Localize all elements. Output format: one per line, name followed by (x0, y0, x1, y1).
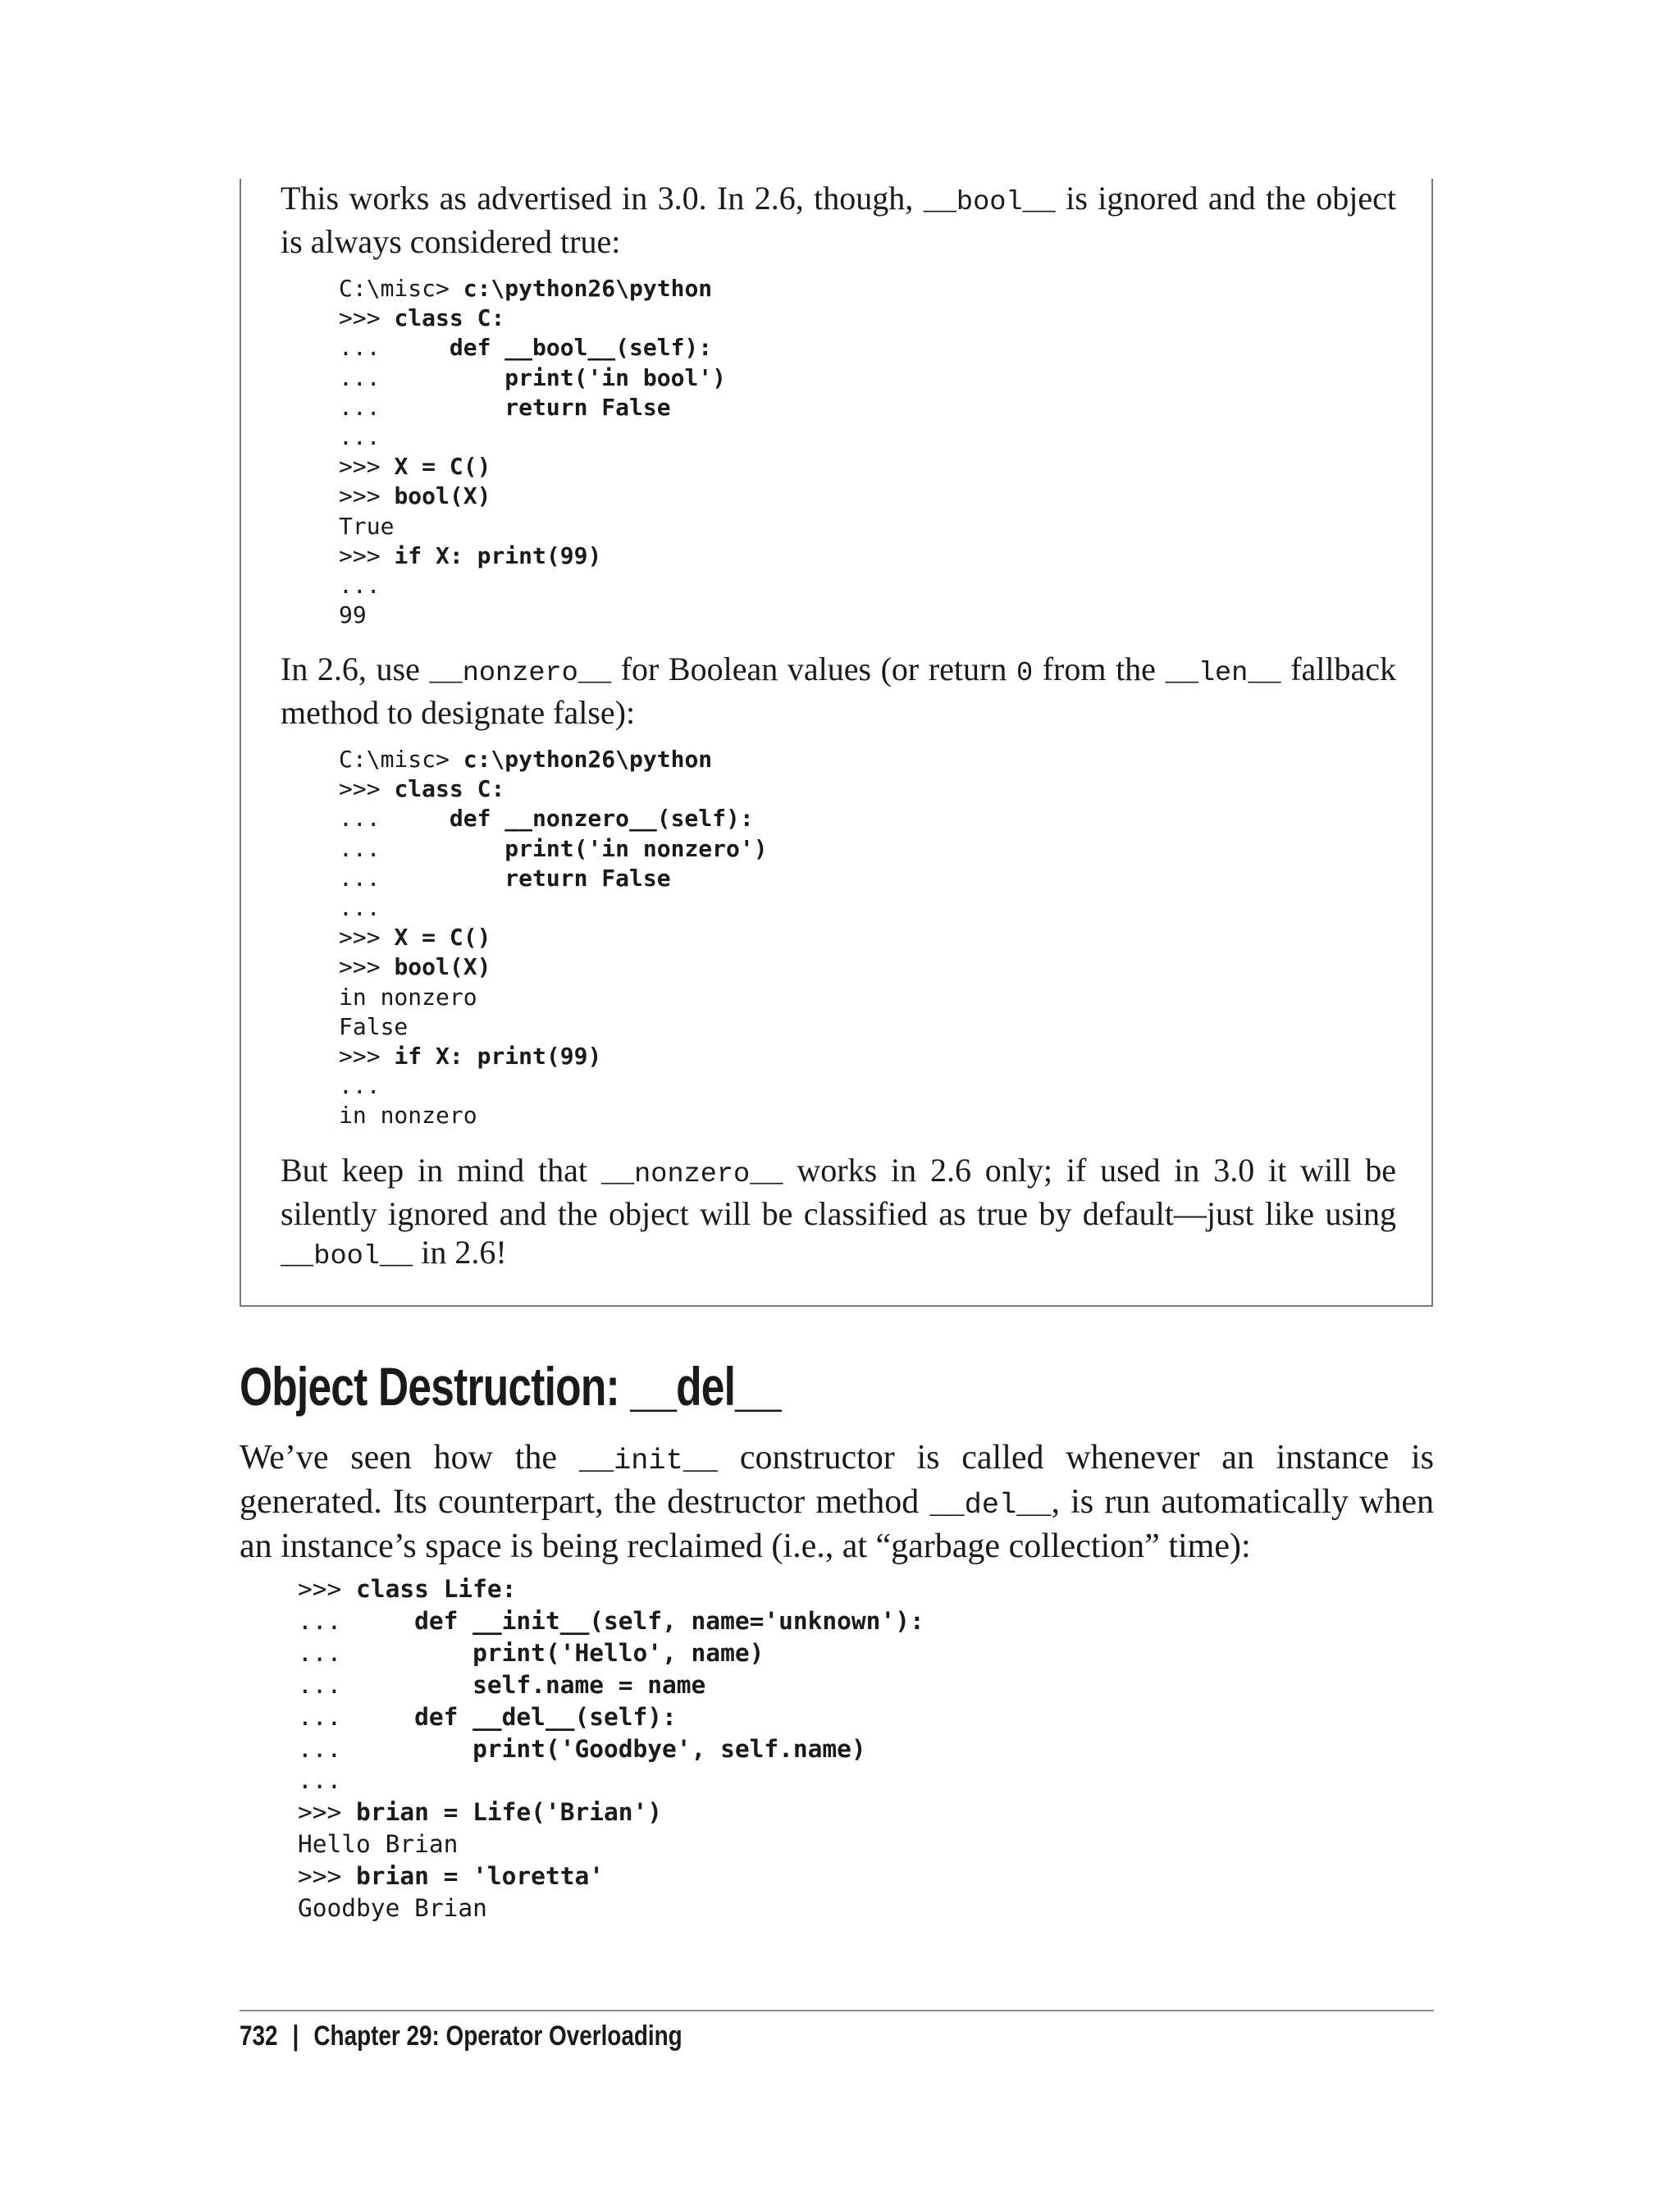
code-line: 99 (339, 601, 367, 629)
code-line: >>> bool(X) (339, 953, 491, 981)
code-line: >>> if X: print(99) (339, 1043, 602, 1071)
code-line: >>> X = C() (339, 924, 491, 952)
code-line: Goodbye Brian (298, 1894, 487, 1923)
code-line: ... print('Goodbye', self.name) (298, 1734, 866, 1763)
sidebar-paragraph-3: But keep in mind that __nonzero__ works in 2.6 only; if used in 3.0 it will be silently ignored and the object will be classified as true by default—just like using __bool__ in 2.6! (281, 1152, 1397, 1272)
code-line: >>> brian = 'loretta' (298, 1862, 604, 1891)
chapter-title: Chapter 29: Operator Overloading (313, 2020, 682, 2052)
section-paragraph: We’ve seen how the __init__ constructor is called whenever an instance is generated. Its counterpart, the destructor method __del__, is run automatically when an instance’s space is being reclaimed (i.e., at “garbage collection” time): (240, 1439, 1434, 1565)
code-block-del (298, 1573, 924, 1924)
code-line: ... (339, 1072, 381, 1100)
page-footer (240, 2020, 682, 2052)
inline-code: __bool__ (923, 187, 1056, 218)
code-line: C:\misc> c:\python26\python (339, 275, 713, 302)
code-line: >>> X = C() (339, 453, 491, 481)
code-line: in nonzero (339, 983, 477, 1011)
code-line: ... print('Hello', name) (298, 1638, 765, 1667)
page-number: 732 (240, 2020, 278, 2052)
code-line: ... def __bool__(self): (339, 334, 713, 362)
code-line: ... print('in bool') (339, 363, 727, 391)
code-line: >>> brian = Life('Brian') (298, 1798, 663, 1827)
code-line: ... return False (339, 864, 671, 892)
sidebar-paragraph-1: This works as advertised in 3.0. In 2.6, though, __bool__ is ignored and the object is always considered true: (281, 180, 1396, 260)
code-line: >>> class C: (339, 304, 505, 332)
footer-rule (240, 2010, 1434, 2011)
code-line: ... (339, 423, 381, 451)
code-line: ... (339, 894, 381, 922)
code-line: >>> class C: (339, 775, 505, 803)
code-block-bool (339, 274, 726, 630)
code-line: True (339, 512, 395, 540)
code-line: ... def __del__(self): (298, 1702, 677, 1731)
code-line: C:\misc> c:\python26\python (339, 746, 713, 773)
code-line: ... return False (339, 393, 671, 421)
code-line: in nonzero (339, 1102, 477, 1130)
code-line: ... (298, 1766, 342, 1795)
code-line: False (339, 1012, 409, 1040)
code-line: ... self.name = name (298, 1670, 706, 1699)
code-line: ... print('in nonzero') (339, 834, 768, 862)
sidebar-paragraph-2: In 2.6, use __nonzero__ for Boolean values (or return 0 from the __len__ fallback method to designate false): (281, 651, 1397, 731)
code-line: ... (339, 572, 381, 600)
code-line: Hello Brian (298, 1830, 459, 1859)
code-line: >>> bool(X) (339, 482, 491, 510)
code-line: ... def __nonzero__(self): (339, 805, 754, 833)
code-line: >>> class Life: (298, 1575, 517, 1603)
footer-separator: | (292, 2020, 299, 2052)
code-block-nonzero (339, 745, 768, 1131)
code-line: >>> if X: print(99) (339, 541, 602, 569)
section-heading: Object Destruction: __del__ (240, 1356, 781, 1417)
code-line: ... def __init__(self, name='unknown'): (298, 1606, 924, 1635)
